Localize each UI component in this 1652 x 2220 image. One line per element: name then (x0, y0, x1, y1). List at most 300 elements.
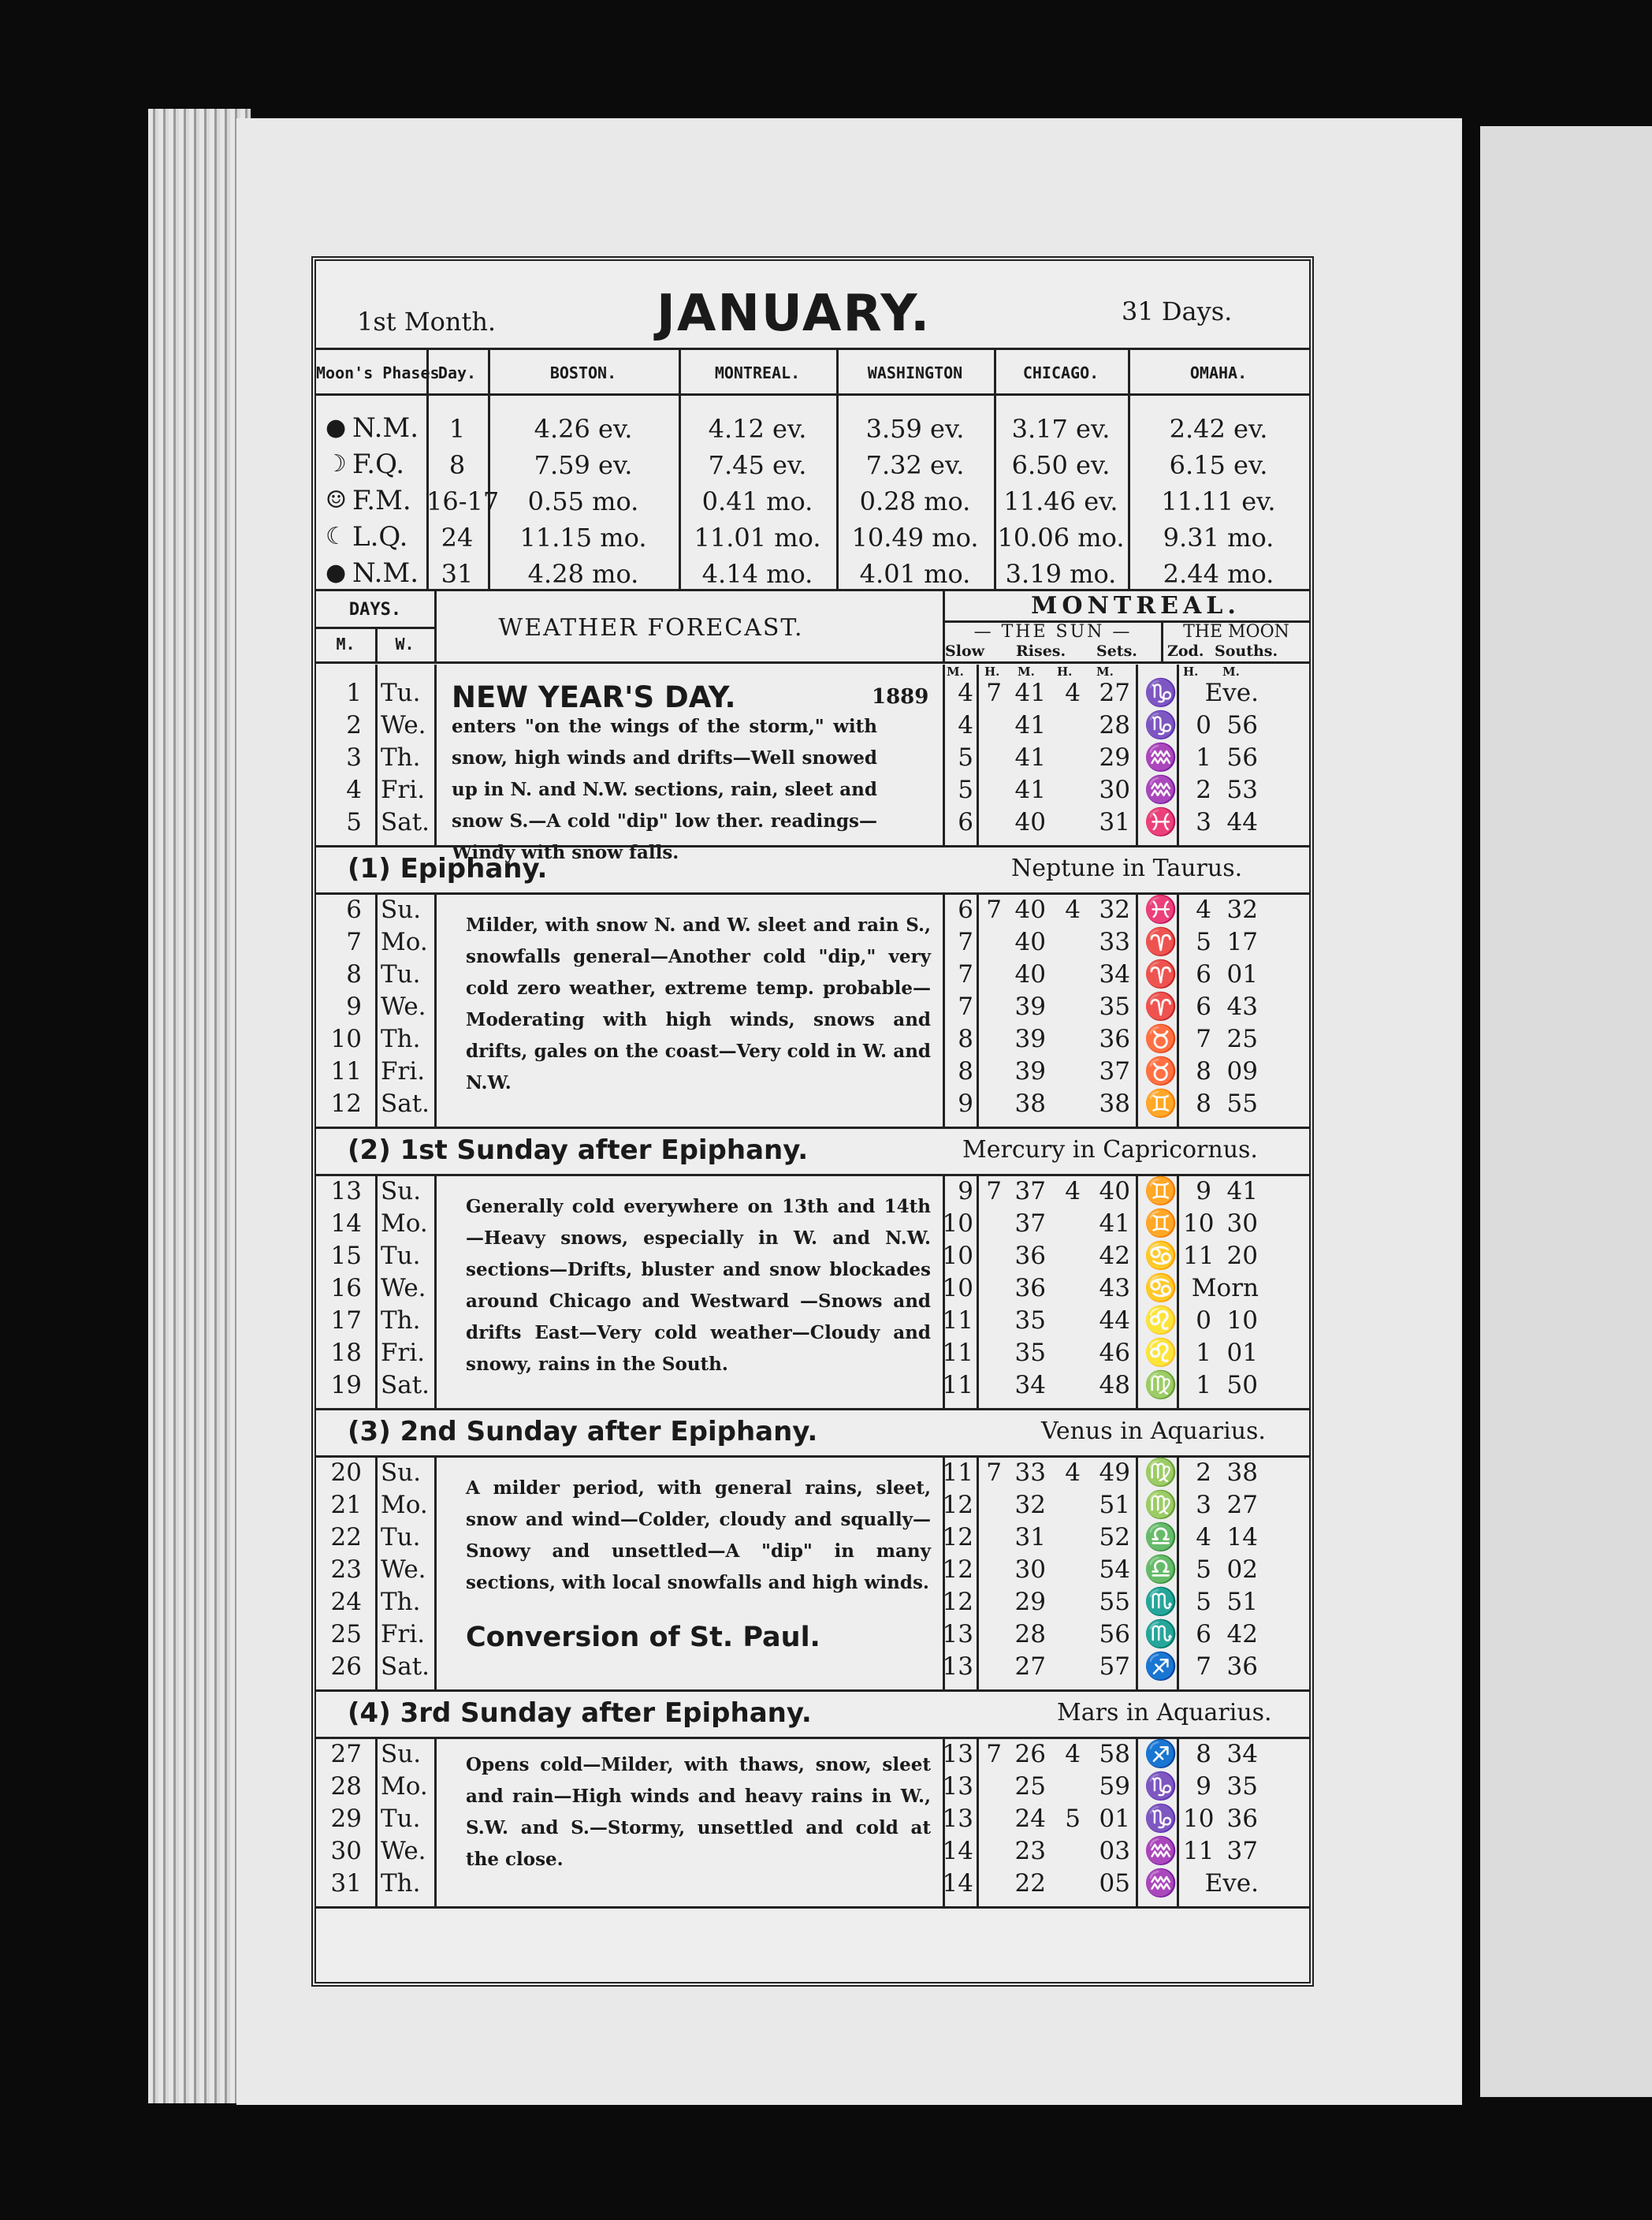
sunset-minute: 38 (1099, 1090, 1130, 1118)
rule-line (316, 845, 1309, 847)
unit-label: H. (984, 665, 1000, 679)
phase-time: 4.14 mo. (701, 559, 813, 589)
sunset-minute: 52 (1099, 1523, 1130, 1551)
moon-phase-icon: ☾ (326, 523, 347, 550)
sunrise-minute: 24 (1014, 1805, 1046, 1833)
moon-south-hour: 2 (1196, 776, 1211, 804)
rule-line (1136, 1737, 1138, 1906)
rule-line (1136, 665, 1138, 845)
day-of-week: Fri. (381, 1620, 426, 1648)
day-of-week: Tu. (381, 1805, 421, 1833)
moon-south-minute: 25 (1226, 1025, 1258, 1053)
phase-time: 10.06 mo. (997, 523, 1125, 553)
rule-line (1177, 1737, 1179, 1906)
phase-time: 7.45 ev. (708, 450, 807, 480)
day-of-week: Tu. (381, 1523, 421, 1551)
sunrise-minute: 37 (1014, 1209, 1046, 1238)
phase-name: F.Q. (352, 449, 405, 480)
sunset-hour: 4 (1065, 1740, 1081, 1768)
zodiac-header: Zod. (1167, 643, 1204, 660)
day-of-month: 19 (330, 1371, 362, 1399)
zodiac-sign-icon: ♊ (1144, 1088, 1178, 1119)
section-title: (3) 2nd Sunday after Epiphany. (348, 1416, 818, 1447)
day-of-month: 5 (346, 808, 362, 836)
day-of-month: 18 (330, 1339, 362, 1367)
sunset-minute: 42 (1099, 1242, 1130, 1270)
rule-line (316, 1127, 1309, 1129)
zodiac-sign-icon: ♓ (1144, 806, 1178, 838)
moon-south-minute: Morn (1191, 1274, 1259, 1302)
moon-phase-icon: ● (326, 559, 347, 587)
day-of-month: 27 (330, 1740, 362, 1768)
moon-south-minute: Eve. (1204, 679, 1259, 707)
moon-south-hour: 7 (1196, 1652, 1211, 1681)
rule-line (375, 892, 378, 1127)
sunrise-minute: 40 (1014, 960, 1046, 989)
moon-south-hour: 1 (1196, 1371, 1211, 1399)
sunrise-hour: 7 (986, 679, 1002, 707)
sun-slow: 8 (958, 1057, 973, 1086)
phase-day: 16-17 (426, 486, 500, 516)
sunrise-minute: 25 (1014, 1772, 1046, 1801)
sunrise-minute: 39 (1014, 1057, 1046, 1086)
day-of-week: Sat. (381, 1371, 430, 1399)
sun-slow: 13 (942, 1620, 973, 1648)
rule-line (1177, 1455, 1179, 1689)
sunset-minute: 28 (1099, 711, 1130, 739)
day-of-month: 13 (330, 1177, 362, 1205)
day-of-month: 14 (330, 1209, 362, 1238)
sun-slow: 14 (942, 1837, 973, 1865)
sunrise-minute: 28 (1014, 1620, 1046, 1648)
moon-south-minute: Eve. (1204, 1869, 1259, 1898)
sunrise-minute: 27 (1014, 1652, 1046, 1681)
sunset-minute: 49 (1099, 1458, 1130, 1487)
phase-time: 0.28 mo. (859, 486, 971, 516)
section-title: (2) 1st Sunday after Epiphany. (348, 1134, 809, 1166)
phase-time: 10.49 mo. (851, 523, 979, 553)
zodiac-sign-icon: ♐ (1144, 1651, 1178, 1682)
zodiac-sign-icon: ♊ (1144, 1208, 1178, 1239)
week-day-header: W. (395, 635, 415, 654)
phase-time: 11.15 mo. (519, 523, 647, 553)
day-of-week: Fri. (381, 1057, 426, 1086)
day-of-week: Su. (381, 1740, 422, 1768)
day-of-month: 12 (330, 1090, 362, 1118)
sunset-hour: 4 (1065, 896, 1081, 924)
sunset-minute: 58 (1099, 1740, 1130, 1768)
phase-time: 7.32 ev. (865, 450, 965, 480)
weather-forecast-header: WEATHER FORECAST. (498, 614, 804, 642)
sunset-minute: 43 (1099, 1274, 1130, 1302)
moon-south-minute: 32 (1226, 896, 1258, 924)
sunrise-minute: 34 (1014, 1371, 1046, 1399)
moon-south-hour: 0 (1196, 1306, 1211, 1335)
day-of-month: 7 (346, 928, 362, 956)
sunset-minute: 29 (1099, 743, 1130, 772)
moon-south-minute: 41 (1226, 1177, 1258, 1205)
phase-time: 9.31 mo. (1163, 523, 1274, 553)
moon-south-minute: 30 (1226, 1209, 1258, 1238)
day-of-month: 20 (330, 1458, 362, 1487)
sun-slow: 11 (942, 1339, 973, 1367)
rule-line (375, 1455, 378, 1689)
sunset-minute: 32 (1099, 896, 1130, 924)
rule-line (977, 665, 979, 845)
phase-time: 0.55 mo. (527, 486, 639, 516)
rises-header: Rises. (1016, 643, 1066, 660)
phase-col-header: Day. (437, 363, 477, 382)
sunrise-minute: 36 (1014, 1274, 1046, 1302)
sunset-minute: 27 (1099, 679, 1130, 707)
sunset-minute: 40 (1099, 1177, 1130, 1205)
sun-slow: 13 (942, 1652, 973, 1681)
weather-forecast-text: Milder, with snow N. and W. sleet and rain S., snowfalls general—Another cold "dip," very cold zero weather, extreme temp. probable—Moderating with high winds, snows and drifts, gales on the coast—Very cold in W. and N.W. (466, 914, 931, 1093)
zodiac-sign-icon: ♉ (1144, 1023, 1178, 1055)
rule-line (977, 1455, 979, 1689)
sunset-minute: 51 (1099, 1491, 1130, 1519)
moon-south-minute: 02 (1226, 1555, 1258, 1584)
day-of-week: Sat. (381, 808, 430, 836)
rule-line (434, 1455, 437, 1689)
day-of-week: We. (381, 1274, 426, 1302)
zodiac-sign-icon: ♈ (1144, 991, 1178, 1022)
moon-south-hour: 6 (1196, 993, 1211, 1021)
rule-line (1177, 1174, 1179, 1408)
moon-south-hour: 5 (1196, 928, 1211, 956)
moon-phase-icon: ☺ (326, 486, 347, 514)
moon-south-minute: 55 (1226, 1090, 1258, 1118)
moon-south-hour: 8 (1196, 1090, 1211, 1118)
sunset-minute: 57 (1099, 1652, 1130, 1681)
day-of-month: 16 (330, 1274, 362, 1302)
sunrise-minute: 30 (1014, 1555, 1046, 1584)
phase-time: 11.01 mo. (694, 523, 821, 553)
sunset-minute: 46 (1099, 1339, 1130, 1367)
sun-slow: 7 (958, 993, 973, 1021)
day-of-month: 23 (330, 1555, 362, 1584)
moon-south-minute: 27 (1226, 1491, 1258, 1519)
zodiac-sign-icon: ♎ (1144, 1522, 1178, 1553)
unit-label: H. (1183, 665, 1199, 679)
phase-time: 3.17 ev. (1011, 414, 1111, 444)
zodiac-sign-icon: ♍ (1144, 1369, 1178, 1401)
moon-south-hour: 11 (1183, 1242, 1215, 1270)
rule-line (375, 1737, 378, 1906)
sun-slow: 7 (958, 928, 973, 956)
sunrise-minute: 31 (1014, 1523, 1046, 1551)
rule-line (316, 1689, 1309, 1692)
moon-south-hour: 4 (1196, 1523, 1211, 1551)
sunset-minute: 37 (1099, 1057, 1130, 1086)
moon-south-minute: 56 (1226, 711, 1258, 739)
day-of-week: Th. (381, 1025, 421, 1053)
rule-line (1177, 892, 1179, 1127)
phase-name: N.M. (352, 557, 419, 589)
book-page-edges (148, 109, 251, 2103)
sun-slow: 10 (942, 1209, 973, 1238)
day-of-month: 9 (346, 993, 362, 1021)
sunrise-minute: 39 (1014, 1025, 1046, 1053)
moon-south-minute: 34 (1226, 1740, 1258, 1768)
day-of-month: 31 (330, 1869, 362, 1898)
moon-south-minute: 01 (1226, 960, 1258, 989)
phase-time: 11.11 ev. (1161, 486, 1276, 516)
day-of-month: 4 (346, 776, 362, 804)
sunset-minute: 35 (1099, 993, 1130, 1021)
rule-line (1136, 892, 1138, 1127)
phase-day: 1 (448, 414, 466, 444)
rule-line (943, 1737, 945, 1906)
sunrise-minute: 26 (1014, 1740, 1046, 1768)
day-of-month: 17 (330, 1306, 362, 1335)
phase-col-header: BOSTON. (549, 363, 617, 382)
sunrise-minute: 41 (1014, 776, 1046, 804)
phase-time: 6.15 ev. (1169, 450, 1268, 480)
phase-time: 2.44 mo. (1163, 559, 1274, 589)
zodiac-sign-icon: ♏ (1144, 1586, 1178, 1618)
sun-slow: 11 (942, 1306, 973, 1335)
sunset-hour: 4 (1065, 679, 1081, 707)
planet-note: Mars in Aquarius. (1057, 1699, 1272, 1726)
moon-phase-icon: ☽ (326, 450, 347, 478)
zodiac-sign-icon: ♒ (1144, 774, 1178, 806)
day-of-week: Tu. (381, 960, 421, 989)
moon-south-hour: 6 (1196, 960, 1211, 989)
phase-time: 0.41 mo. (701, 486, 813, 516)
phase-col-header: OMAHA. (1189, 363, 1248, 382)
sun-slow: 5 (958, 776, 973, 804)
sun-slow: 10 (942, 1242, 973, 1270)
moon-south-minute: 14 (1226, 1523, 1258, 1551)
section-title: (4) 3rd Sunday after Epiphany. (348, 1697, 812, 1729)
zodiac-sign-icon: ♑ (1144, 677, 1178, 709)
slow-header: Slow (945, 643, 984, 660)
moon-south-hour: 4 (1196, 896, 1211, 924)
moon-phase-icon: ● (326, 414, 347, 441)
sunset-hour: 4 (1065, 1177, 1081, 1205)
forecast-year: 1889 (872, 685, 929, 709)
weather-forecast-text: A milder period, with general rains, sleet, snow and wind—Colder, cloudy and squally—Snowy and unsettled—A "dip" in many sections, with local snowfalls and high winds. (466, 1477, 931, 1593)
phase-name: N.M. (352, 412, 419, 444)
zodiac-sign-icon: ♐ (1144, 1738, 1178, 1770)
zodiac-sign-icon: ♌ (1144, 1305, 1178, 1336)
montreal-header: MONTREAL. (1031, 592, 1241, 620)
unit-label: M. (1096, 665, 1114, 679)
sunset-minute: 01 (1099, 1805, 1130, 1833)
day-of-week: Sat. (381, 1652, 430, 1681)
rule-line (434, 589, 437, 661)
sunrise-minute: 32 (1014, 1491, 1046, 1519)
day-of-month: 6 (346, 896, 362, 924)
moon-south-minute: 17 (1226, 928, 1258, 956)
feast-day: Conversion of St. Paul. (466, 1622, 820, 1653)
rule-line (977, 1737, 979, 1906)
sunset-minute: 36 (1099, 1025, 1130, 1053)
day-of-week: Mo. (381, 1772, 428, 1801)
day-of-week: Sat. (381, 1090, 430, 1118)
moon-south-hour: 10 (1183, 1209, 1215, 1238)
day-of-week: We. (381, 711, 426, 739)
unit-label: M. (947, 665, 964, 679)
zodiac-sign-icon: ♒ (1144, 1835, 1178, 1867)
moon-south-hour: 5 (1196, 1555, 1211, 1584)
zodiac-sign-icon: ♈ (1144, 926, 1178, 958)
sun-slow: 6 (958, 808, 973, 836)
phase-day: 8 (448, 450, 466, 480)
zodiac-sign-icon: ♍ (1144, 1489, 1178, 1521)
sun-slow: 12 (942, 1588, 973, 1616)
sun-slow: 12 (942, 1491, 973, 1519)
rule-line (977, 892, 979, 1127)
moon-south-hour: 9 (1196, 1772, 1211, 1801)
month-number: 1st Month. (357, 307, 497, 337)
sunrise-minute: 29 (1014, 1588, 1046, 1616)
sunrise-minute: 41 (1014, 679, 1046, 707)
phase-time: 4.28 mo. (527, 559, 639, 589)
sun-slow: 5 (958, 743, 973, 772)
phase-time: 3.59 ev. (865, 414, 965, 444)
sunset-minute: 03 (1099, 1837, 1130, 1865)
zodiac-sign-icon: ♏ (1144, 1618, 1178, 1650)
phase-time: 4.26 ev. (534, 414, 633, 444)
sun-slow: 13 (942, 1740, 973, 1768)
day-of-month: 2 (346, 711, 362, 739)
section-title: (1) Epiphany. (348, 853, 548, 885)
rule-line (1177, 665, 1179, 845)
phase-col-header: CHICAGO. (1022, 363, 1099, 382)
moon-south-minute: 20 (1226, 1242, 1258, 1270)
sun-header: — THE SUN — (973, 622, 1133, 642)
phase-time: 6.50 ev. (1011, 450, 1111, 480)
moon-south-hour: 0 (1196, 711, 1211, 739)
rule-line (943, 1174, 945, 1408)
moon-south-hour: 10 (1183, 1805, 1215, 1833)
day-of-week: Th. (381, 1588, 421, 1616)
sunset-minute: 59 (1099, 1772, 1130, 1801)
moon-south-minute: 38 (1226, 1458, 1258, 1487)
sun-slow: 10 (942, 1274, 973, 1302)
sun-slow: 13 (942, 1772, 973, 1801)
phase-name: F.M. (352, 485, 411, 516)
day-of-month: 11 (330, 1057, 362, 1086)
sun-slow: 6 (958, 896, 973, 924)
moon-south-minute: 10 (1226, 1306, 1258, 1335)
day-of-month: 28 (330, 1772, 362, 1801)
moon-south-minute: 37 (1226, 1837, 1258, 1865)
rule-line (434, 665, 437, 845)
zodiac-sign-icon: ♎ (1144, 1554, 1178, 1585)
sunset-minute: 56 (1099, 1620, 1130, 1648)
day-of-month: 29 (330, 1805, 362, 1833)
sun-slow: 12 (942, 1523, 973, 1551)
zodiac-sign-icon: ♒ (1144, 1868, 1178, 1899)
sunrise-minute: 38 (1014, 1090, 1046, 1118)
moon-header: THE MOON (1183, 622, 1289, 642)
sunrise-minute: 41 (1014, 711, 1046, 739)
day-of-month: 15 (330, 1242, 362, 1270)
day-of-week: We. (381, 993, 426, 1021)
moon-south-minute: 42 (1226, 1620, 1258, 1648)
day-of-week: Th. (381, 1306, 421, 1335)
day-of-month: 3 (346, 743, 362, 772)
sun-slow: 4 (958, 679, 973, 707)
weather-forecast-text: enters "on the wings of the storm," with snow, high winds and drifts—Well snowed up in N. and N.W. sections, rain, sleet and snow S.—A cold "dip" low ther. readings—Windy with snow falls. (452, 716, 877, 863)
sun-slow: 9 (958, 1090, 973, 1118)
unit-label: M. (1222, 665, 1240, 679)
sunrise-minute: 37 (1014, 1177, 1046, 1205)
sunrise-minute: 33 (1014, 1458, 1046, 1487)
day-of-month: 21 (330, 1491, 362, 1519)
day-of-week: Th. (381, 743, 421, 772)
day-of-week: Su. (381, 1458, 422, 1487)
rule-line (434, 1174, 437, 1408)
sunset-minute: 54 (1099, 1555, 1130, 1584)
sunset-minute: 55 (1099, 1588, 1130, 1616)
phase-time: 11.46 ev. (1003, 486, 1118, 516)
month-title: JANUARY. (657, 285, 932, 343)
phase-day: 24 (441, 523, 474, 553)
rule-line (316, 393, 1309, 396)
rule-line (434, 1737, 437, 1906)
moon-south-minute: 44 (1226, 808, 1258, 836)
rule-line (1161, 620, 1163, 661)
rule-line (943, 665, 945, 845)
moon-south-minute: 36 (1226, 1652, 1258, 1681)
sun-slow: 14 (942, 1869, 973, 1898)
sunrise-minute: 36 (1014, 1242, 1046, 1270)
day-of-week: We. (381, 1837, 426, 1865)
day-of-week: Su. (381, 896, 422, 924)
sunrise-hour: 7 (986, 896, 1002, 924)
sun-slow: 12 (942, 1555, 973, 1584)
moon-south-hour: 8 (1196, 1740, 1211, 1768)
rule-line (316, 661, 1309, 664)
sunrise-minute: 41 (1014, 743, 1046, 772)
moon-south-hour: 3 (1196, 808, 1211, 836)
rule-line (434, 892, 437, 1127)
rule-line (375, 1174, 378, 1408)
sun-slow: 13 (942, 1805, 973, 1833)
phase-time: 4.01 mo. (859, 559, 971, 589)
sunrise-hour: 7 (986, 1177, 1002, 1205)
day-of-week: Tu. (381, 679, 421, 707)
souths-header: Souths. (1215, 643, 1278, 660)
sunrise-minute: 39 (1014, 993, 1046, 1021)
sunrise-minute: 23 (1014, 1837, 1046, 1865)
weather-forecast-text: Opens cold—Milder, with thaws, snow, sleet and rain—High winds and heavy rains in W., S.W. and S.—Stormy, unsettled and cold at the close. (466, 1754, 931, 1870)
phase-name: L.Q. (352, 521, 408, 553)
sunset-minute: 31 (1099, 808, 1130, 836)
sunrise-minute: 40 (1014, 808, 1046, 836)
day-of-month: 10 (330, 1025, 362, 1053)
sun-slow: 4 (958, 711, 973, 739)
moon-south-hour: 2 (1196, 1458, 1211, 1487)
moon-south-minute: 09 (1226, 1057, 1258, 1086)
moon-south-hour: 6 (1196, 1620, 1211, 1648)
zodiac-sign-icon: ♉ (1144, 1056, 1178, 1087)
zodiac-sign-icon: ♈ (1144, 959, 1178, 990)
sunrise-hour: 7 (986, 1740, 1002, 1768)
day-of-week: Mo. (381, 1209, 428, 1238)
moon-south-minute: 36 (1226, 1805, 1258, 1833)
sunset-minute: 33 (1099, 928, 1130, 956)
day-of-month: 26 (330, 1652, 362, 1681)
zodiac-sign-icon: ♒ (1144, 742, 1178, 773)
planet-note: Venus in Aquarius. (1041, 1417, 1266, 1445)
moon-south-minute: 51 (1226, 1588, 1258, 1616)
rule-line (375, 665, 378, 845)
